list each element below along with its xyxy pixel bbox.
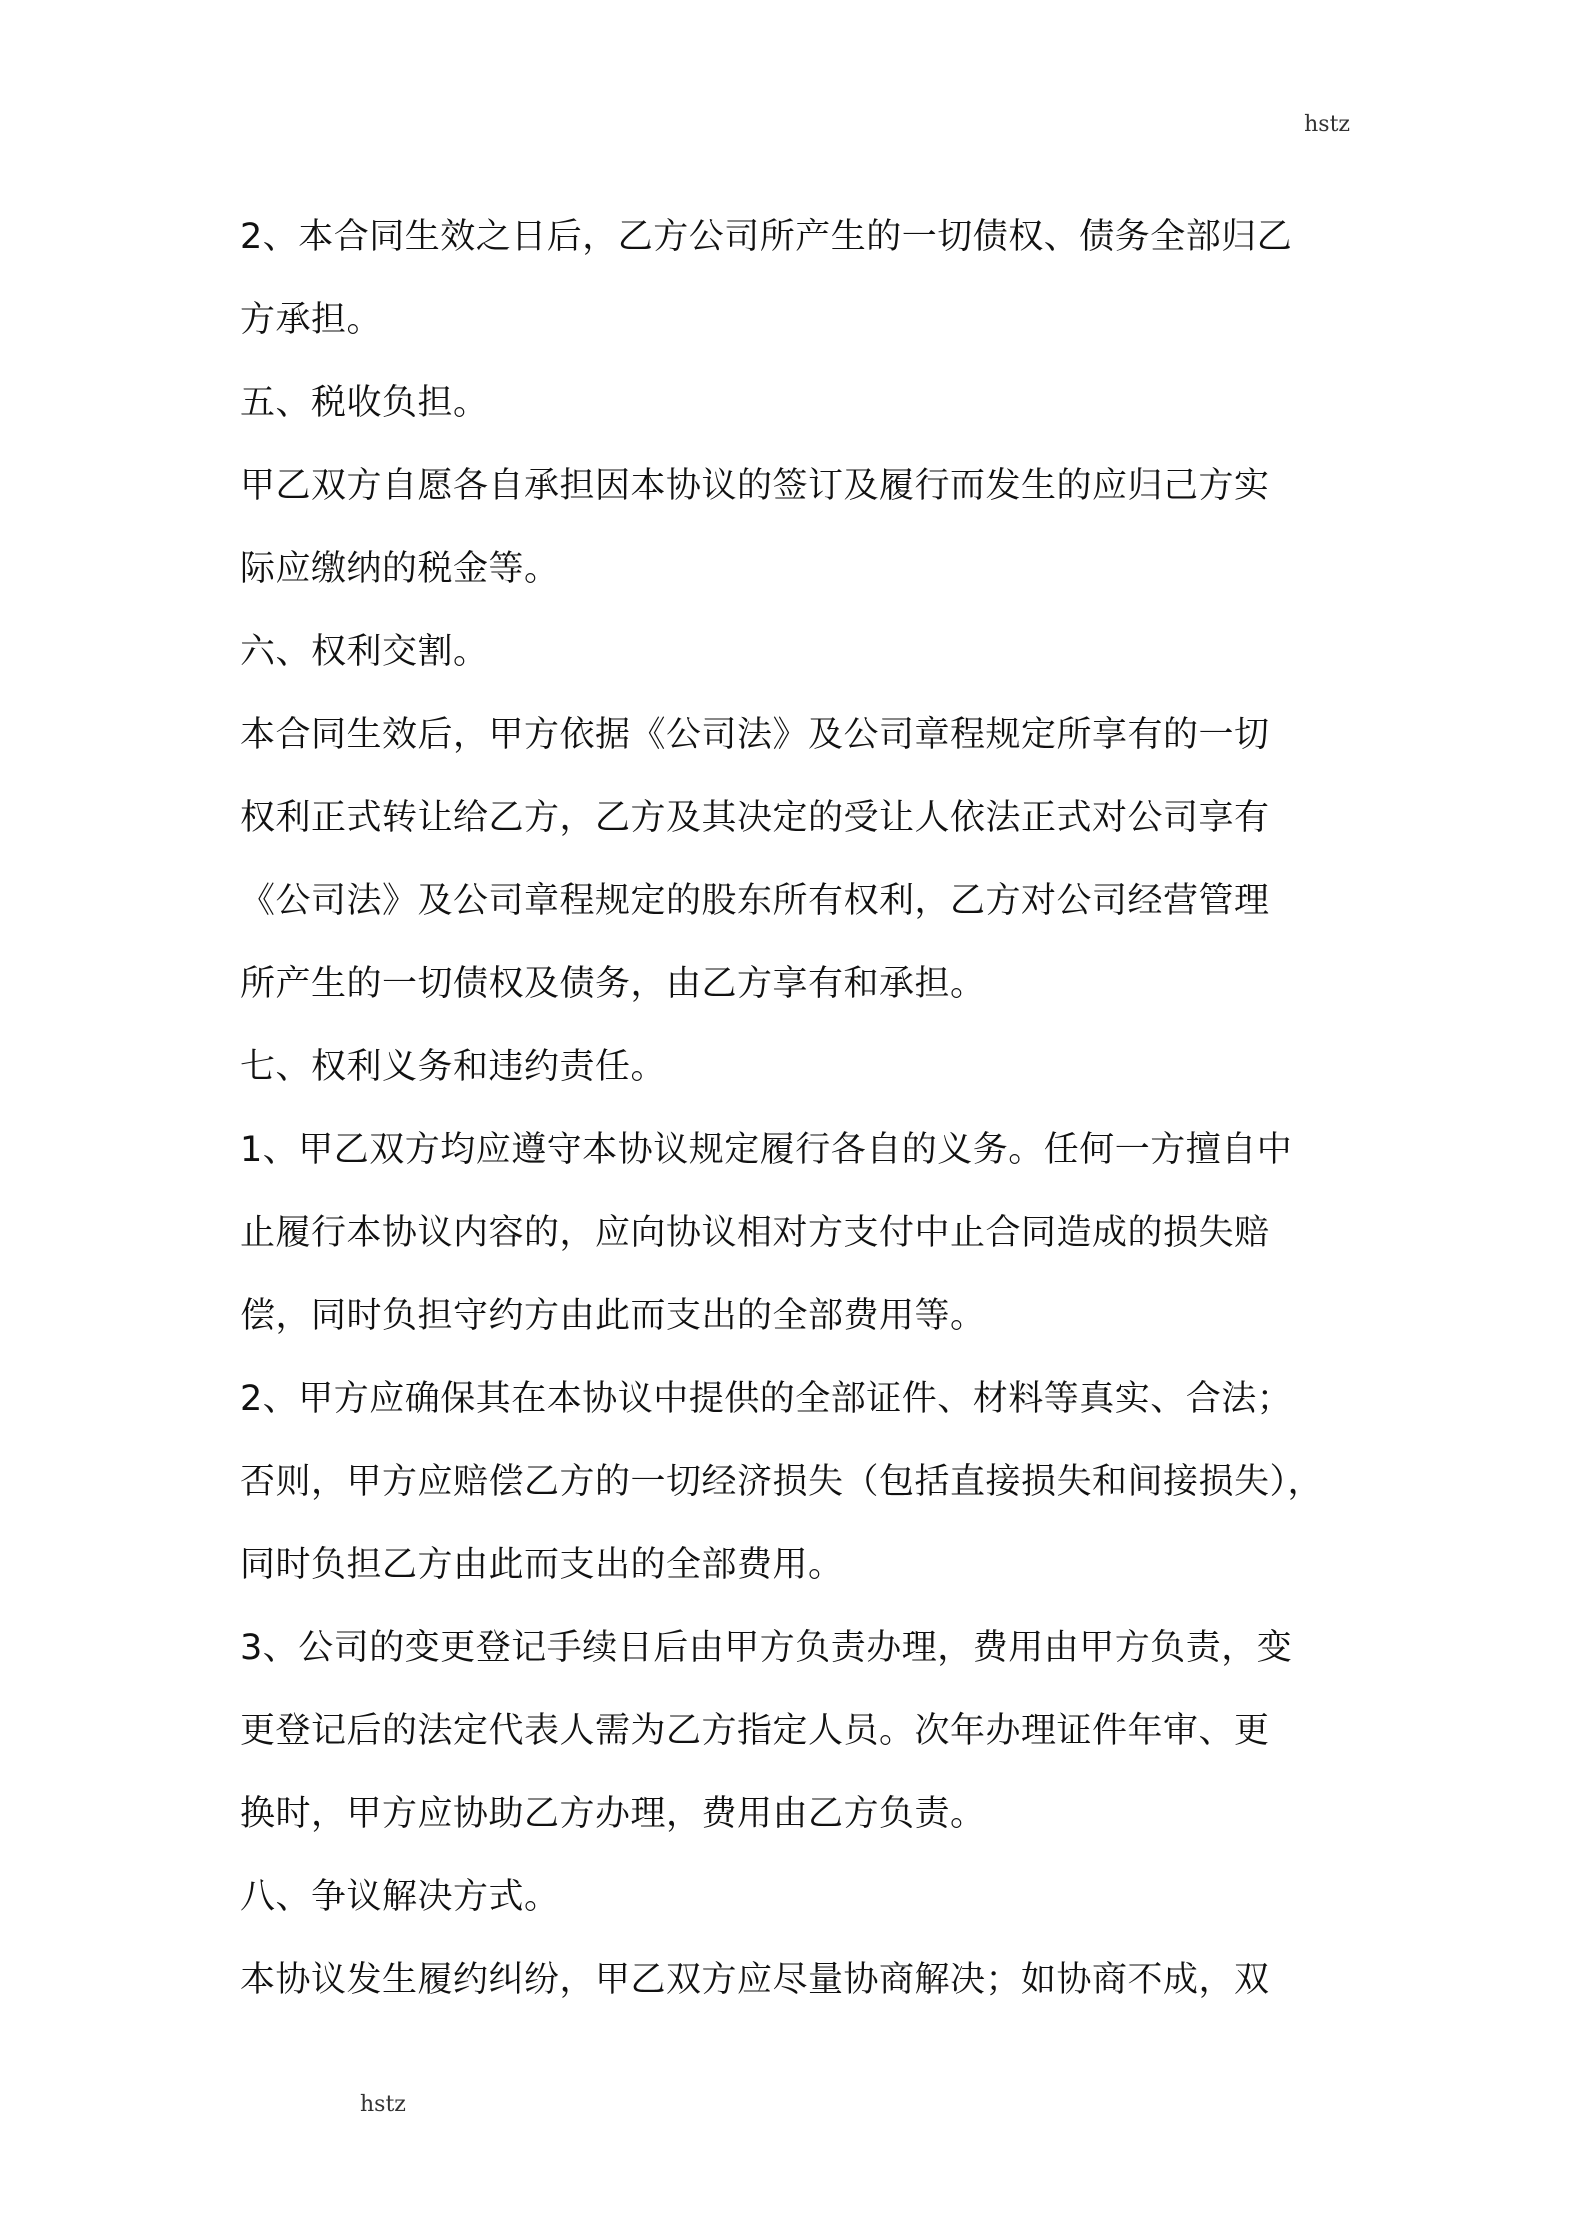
text-line: 方承担。: [240, 300, 383, 340]
section-heading: 六、权利交割。: [240, 632, 489, 672]
text-line: 本合同生效后，甲方依据《公司法》及公司章程规定所享有的一切: [240, 715, 1270, 755]
text-line: 更登记后的法定代表人需为乙方指定人员。次年办理证件年审、更: [240, 1711, 1270, 1751]
text-line: 《公司法》及公司章程规定的股东所有权利，乙方对公司经营管理: [240, 881, 1270, 921]
text-line: 权利正式转让给乙方，乙方及其决定的受让人依法正式对公司享有: [240, 798, 1270, 838]
section-heading: 七、权利义务和违约责任。: [240, 1047, 667, 1087]
text-line: 止履行本协议内容的，应向协议相对方支付中止合同造成的损失赔: [240, 1213, 1270, 1253]
text-line: 2、甲方应确保其在本协议中提供的全部证件、材料等真实、合法；: [240, 1379, 1293, 1419]
text-line: 1、甲乙双方均应遵守本协议规定履行各自的义务。任何一方擅自中: [240, 1130, 1293, 1170]
section-heading: 五、税收负担。: [240, 383, 489, 423]
text-line: 2、本合同生效之日后，乙方公司所产生的一切债权、债务全部归乙: [240, 217, 1293, 257]
text-line: 本协议发生履约纠纷，甲乙双方应尽量协商解决；如协商不成，双: [240, 1960, 1270, 2000]
text-line: 3、公司的变更登记手续日后由甲方负责办理，费用由甲方负责，变: [240, 1628, 1293, 1668]
text-line: 同时负担乙方由此而支出的全部费用。: [240, 1545, 844, 1585]
document-body: [240, 196, 1350, 2022]
text-line: 否则，甲方应赔偿乙方的一切经济损失（包括直接损失和间接损失），: [240, 1462, 1324, 1502]
text-line: 际应缴纳的税金等。: [240, 549, 560, 589]
text-line: 所产生的一切债权及债务，由乙方享有和承担。: [240, 964, 986, 1004]
section-heading: 八、争议解决方式。: [240, 1877, 560, 1917]
text-line: 偿，同时负担守约方由此而支出的全部费用等。: [240, 1296, 986, 1336]
header-mark: hstz: [1304, 112, 1350, 137]
text-line: 甲乙双方自愿各自承担因本协议的签订及履行而发生的应归己方实: [240, 466, 1270, 506]
text-line: 换时，甲方应协助乙方办理，费用由乙方负责。: [240, 1794, 986, 1834]
footer-mark: hstz: [360, 2092, 406, 2117]
